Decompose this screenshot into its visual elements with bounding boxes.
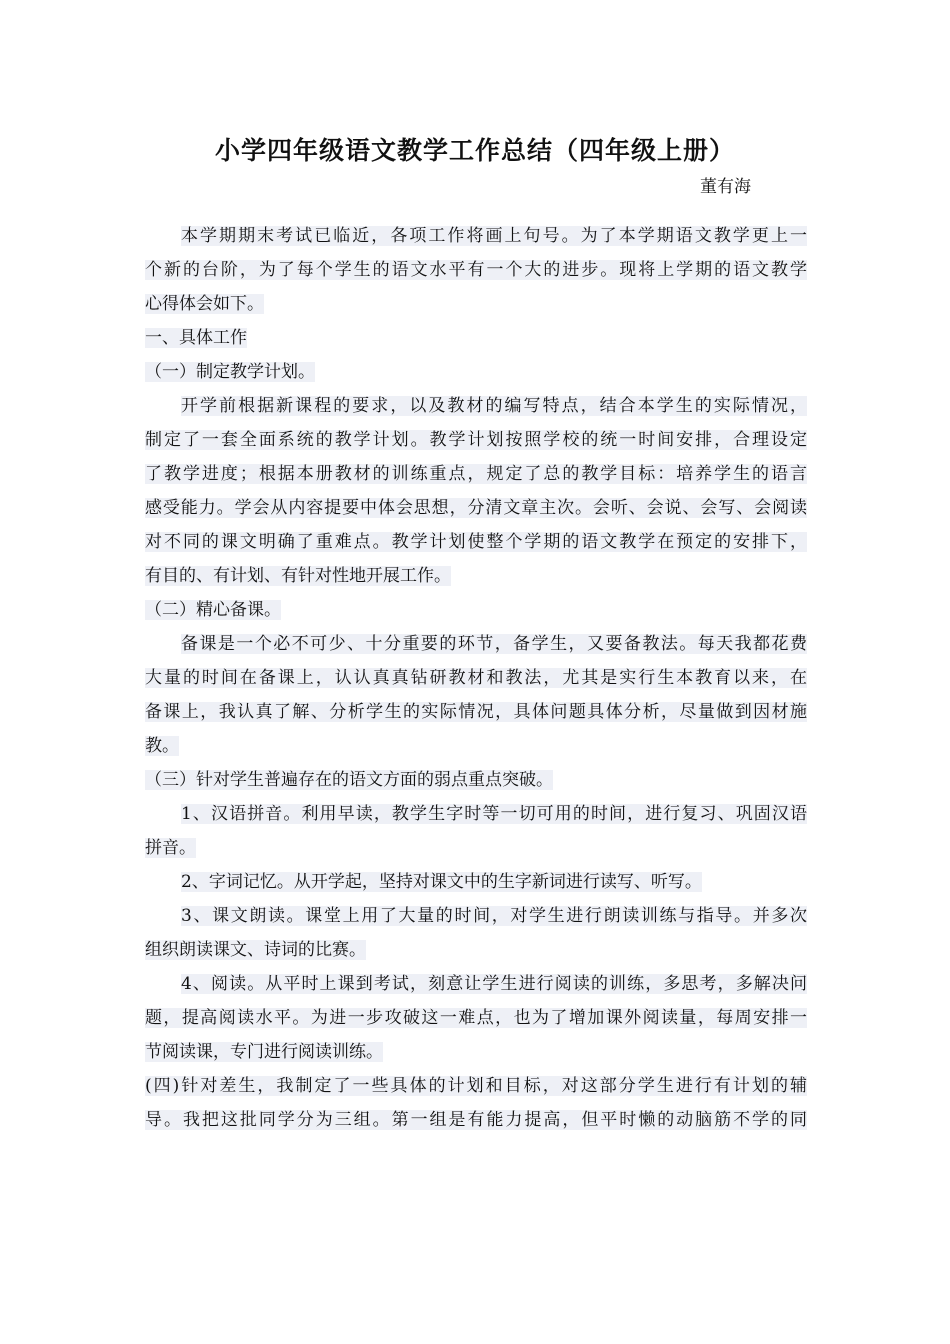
text-line [145,1036,807,1070]
text-line [145,560,807,594]
text-line [145,492,807,526]
text-line [145,764,807,798]
text-line-content: 一、具体工作 [145,328,247,348]
text-line-content: 1、汉语拼音。利用早读，教学生字时等一切可用的时间，进行复习、巩固汉语 [181,804,807,824]
text-line [145,1104,807,1138]
text-line [145,900,807,934]
text-line-content: 节阅读课，专门进行阅读训练。 [145,1042,383,1062]
text-line [145,866,807,900]
text-line-content: 大量的时间在备课上，认认真真钻研教材和教法，尤其是实行生本教育以来，在 [145,668,807,688]
text-line-content: 开学前根据新课程的要求，以及教材的编写特点，结合本学生的实际情况， [181,396,807,416]
text-line [145,968,807,1002]
text-line-content: 制定了一套全面系统的教学计划。教学计划按照学校的统一时间安排，合理设定 [145,430,807,450]
text-line [145,730,807,764]
text-line-content: 拼音。 [145,838,196,858]
text-line-content: 对不同的课文明确了重难点。教学计划使整个学期的语文教学在预定的安排下， [145,532,807,552]
text-line-content: 导。我把这批同学分为三组。第一组是有能力提高，但平时懒的动脑筋不学的同 [145,1110,807,1130]
text-line-content: （三）针对学生普遍存在的语文方面的弱点重点突破。 [145,770,553,790]
text-line-content: （一）制定教学计划。 [145,362,315,382]
text-line [145,1002,807,1036]
text-line-content: (四)针对差生，我制定了一些具体的计划和目标，对这部分学生进行有计划的辅 [145,1076,807,1096]
text-line [145,832,807,866]
text-line [145,1070,807,1104]
text-line [145,526,807,560]
text-line-content: 题，提高阅读水平。为进一步攻破这一难点，也为了增加课外阅读量，每周安排一 [145,1008,807,1028]
text-line-content: 4、阅读。从平时上课到考试，刻意让学生进行阅读的训练，多思考，多解决问 [181,974,807,994]
text-line [145,288,807,322]
text-line [145,798,807,832]
text-line [145,662,807,696]
text-line-content: 个新的台阶，为了每个学生的语文水平有一个大的进步。现将上学期的语文教学 [145,260,807,280]
text-line-content: 备课是一个必不可少、十分重要的环节，备学生，又要备教法。每天我都花费 [181,634,807,654]
text-line-content: 教。 [145,736,179,756]
text-line-content: 本学期期末考试已临近，各项工作将画上句号。为了本学期语文教学更上一 [181,226,807,246]
text-line [145,424,807,458]
text-line-content: 3、课文朗读。课堂上用了大量的时间，对学生进行朗读训练与指导。并多次 [181,906,807,926]
text-line [145,322,807,356]
text-line-content: 感受能力。学会从内容提要中体会思想，分清文章主次。会听、会说、会写、会阅读 [145,498,807,518]
document-title: 小学四年级语文教学工作总结（四年级上册） [214,136,735,165]
text-line [145,594,807,628]
text-line [145,220,807,254]
text-line-content: 了教学进度；根据本册教材的训练重点，规定了总的教学目标：培养学生的语言 [145,464,807,484]
text-line [145,254,807,288]
text-line-content: 2、字词记忆。从开学起，坚持对课文中的生字新词进行读写、听写。 [181,872,702,892]
text-line [145,934,807,968]
text-line [145,390,807,424]
text-line [145,458,807,492]
document-author: 董有海 [700,177,751,197]
text-line-content: 有目的、有计划、有针对性地开展工作。 [145,566,451,586]
text-line-content: （二）精心备课。 [145,600,281,620]
text-line [145,356,807,390]
text-line-content: 心得体会如下。 [145,294,264,314]
text-line-content: 组织朗读课文、诗词的比赛。 [145,940,366,960]
text-line [145,696,807,730]
text-line [145,628,807,662]
document-body [145,220,807,1138]
text-line-content: 备课上，我认真了解、分析学生的实际情况，具体问题具体分析，尽量做到因材施 [145,702,807,722]
